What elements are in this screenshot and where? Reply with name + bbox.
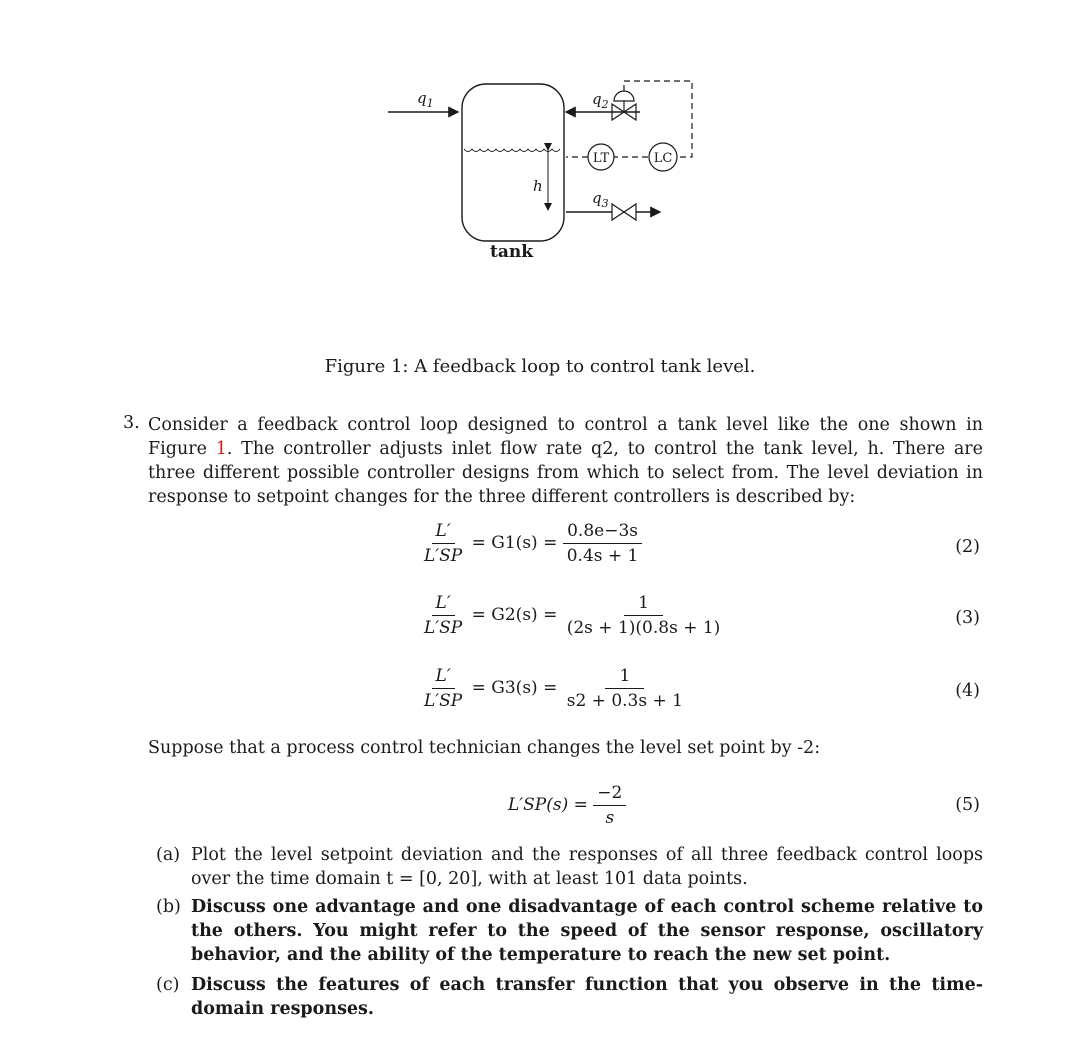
part-b-text: Discuss one advantage and one disadvantage of each control scheme relative to the others. You might refer to the speed of the sensor response, oscillatory behavior, and the ability of the temperature to reach the new set point.: [191, 897, 983, 965]
part-c-text: Discuss the features of each transfer function that you observe in the time-domain responses.: [191, 975, 983, 1019]
label-q2: $q_2$: [592, 90, 609, 111]
label-q3: $q_3$: [592, 189, 609, 210]
problem-intro: Consider a feedback control loop designed to control a tank level like the one shown in Figure 1. The controller adjusts inlet flow rate q2, to control the tank level, h. There are three different possible controller designs from which to select from. The level deviation in response to setpoint changes for the three different controllers is described by:: [148, 415, 983, 507]
outlet-valve-q3: [612, 204, 636, 220]
equation-3-number: (3): [955, 608, 980, 628]
label-q1: $q_1$: [417, 89, 434, 110]
equation-4-number: (4): [955, 681, 980, 701]
equation-4: $\frac{L'}{L'SP}$ = G3(s) = $\frac{1}{s2 + 0.3s + 1}$: [424, 666, 683, 711]
part-c: [156, 973, 983, 1021]
part-b-label: (b): [156, 897, 181, 917]
part-a-text: Plot the level setpoint deviation and the responses of all three feedback control loops over the time domain t = [0, 20], with at least 101 data points.: [191, 845, 983, 889]
suppose-text: Suppose that a process control technician changes the level set point by -2:: [148, 738, 821, 758]
part-a: [156, 843, 983, 891]
equation-5-number: (5): [955, 795, 980, 815]
label-tank: tank: [490, 242, 534, 262]
equation-5: L′SP(s) = $\frac{-2}{s}$: [508, 783, 626, 828]
valve-actuator: [614, 91, 634, 101]
part-b: [156, 895, 983, 967]
equation-2-number: (2): [955, 537, 980, 557]
label-h: h: [533, 177, 543, 195]
part-a-label: (a): [156, 845, 181, 865]
tank-diagram: [0, 0, 1080, 300]
figure-ref-link[interactable]: 1: [215, 439, 227, 459]
figure-caption: Figure 1: A feedback loop to control tank level.: [324, 356, 756, 377]
label-lc: LC: [653, 151, 673, 166]
problem-number: 3.: [123, 413, 140, 433]
part-c-label: (c): [156, 975, 180, 995]
liquid-surface: [464, 149, 560, 152]
label-lt: LT: [592, 151, 610, 166]
tank-vessel: [462, 84, 564, 241]
equation-3: $\frac{L'}{L'SP}$ = G2(s) = $\frac{1}{(2s + 1)(0.8s + 1)}$: [424, 593, 721, 638]
equation-2: $\frac{L'}{L'SP}$ = G1(s) = $\frac{0.8e-3s}{0.4s + 1}$: [420, 521, 642, 566]
